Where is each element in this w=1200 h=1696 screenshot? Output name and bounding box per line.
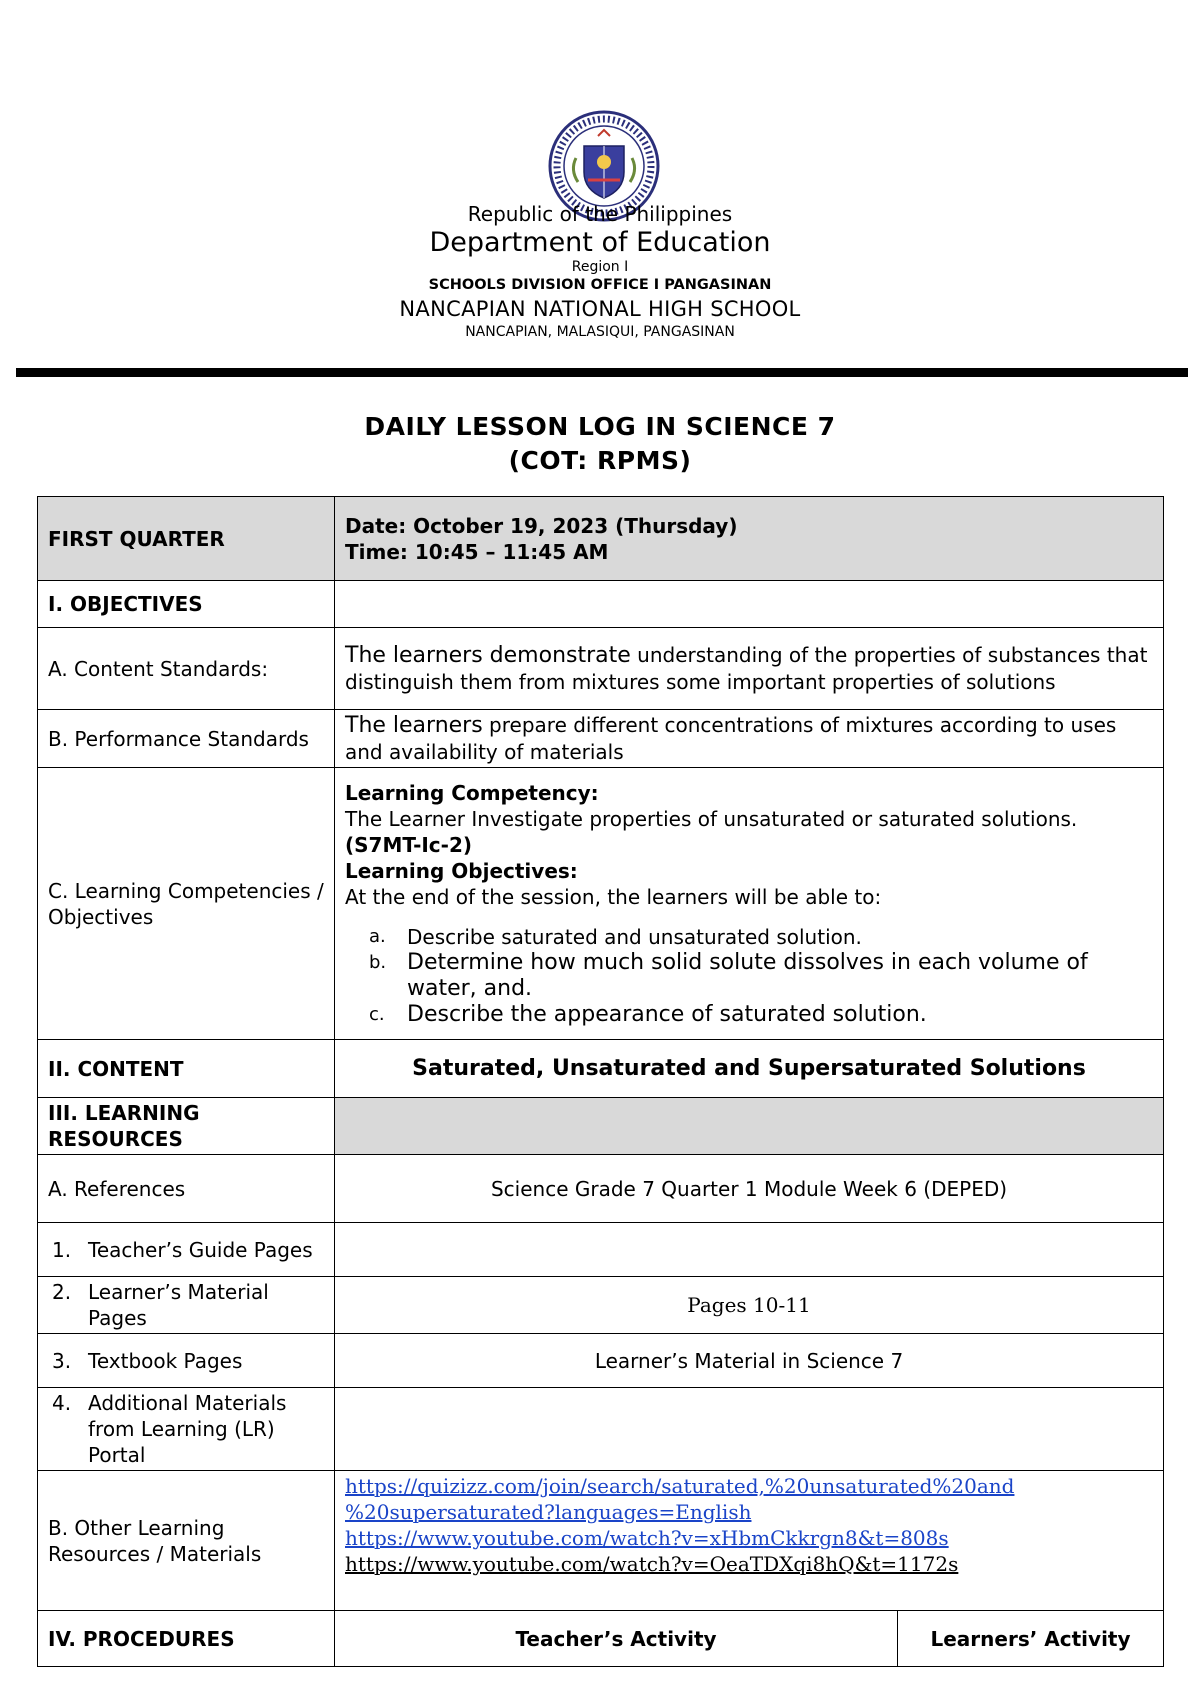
quarter-cell: FIRST QUARTER: [38, 497, 335, 581]
quizizz-link[interactable]: https://quizizz.com/join/search/saturated,%20unsaturated%20and: [345, 1474, 1015, 1498]
content-standards-text: understanding of the properties of substances that distinguish them from mixtures some important properties of solutions: [345, 643, 1148, 694]
procedures-label: IV. PROCEDURES: [38, 1611, 335, 1667]
objectives-list: [345, 924, 1153, 1028]
time-text: Time: 10:45 – 11:45 AM: [345, 539, 609, 564]
competency-code: (S7MT-Ic-2): [345, 832, 473, 857]
objective-marker: a.: [369, 925, 386, 947]
performance-standards-label: B. Performance Standards: [38, 710, 335, 768]
youtube-link-2[interactable]: https://www.youtube.com/watch?v=OeaTDXqi8hQ&t=1172s: [345, 1552, 959, 1576]
content-label: II. CONTENT: [38, 1040, 335, 1098]
item-text: Textbook Pages: [88, 1348, 243, 1373]
objectives-value: [335, 581, 1164, 628]
textbook-pages-value: Learner’s Material in Science 7: [335, 1334, 1164, 1388]
header-department: Department of Education: [429, 227, 771, 258]
lesson-log-table: [37, 496, 1164, 1667]
competencies-label: C. Learning Competencies / Objectives: [38, 768, 335, 1040]
resources-label: III. LEARNING RESOURCES: [38, 1098, 335, 1155]
additional-materials-value: [335, 1388, 1164, 1471]
objective-text: Determine how much solid solute dissolves in each volume of water, and.: [407, 949, 1088, 1001]
item-marker: 3.: [52, 1348, 72, 1373]
document-subtitle: (COT: RPMS): [508, 446, 692, 475]
objectives-heading: Learning Objectives:: [345, 858, 578, 883]
references-label: A. References: [38, 1155, 335, 1223]
learners-material-value: Pages 10-11: [335, 1277, 1164, 1334]
competency-heading: Learning Competency:: [345, 780, 599, 805]
content-standards-lead: The learners demonstrate: [345, 643, 631, 668]
performance-standards-text: prepare different concentrations of mixtures according to uses and availability of materials: [345, 713, 1117, 764]
date-text: Date: October 19, 2023 (Thursday): [345, 513, 738, 538]
objective-text: Describe the appearance of saturated solution.: [407, 1001, 927, 1027]
item-marker: 4.: [52, 1391, 72, 1415]
objectives-label: I. OBJECTIVES: [38, 581, 335, 628]
competency-text: The Learner Investigate properties of unsaturated or saturated solutions.: [345, 806, 1078, 831]
content-standards-label: A. Content Standards:: [38, 628, 335, 710]
teacher-activity-header: Teacher’s Activity: [335, 1611, 898, 1667]
competencies-value: [335, 768, 1164, 1040]
objective-text: Describe saturated and unsaturated solution.: [407, 924, 862, 949]
content-value: Saturated, Unsaturated and Supersaturated Solutions: [335, 1040, 1164, 1098]
objective-item: [345, 1002, 1153, 1028]
objective-marker: b.: [369, 951, 387, 973]
document-title: DAILY LESSON LOG IN SCIENCE 7: [364, 412, 836, 441]
header-region: Region I: [571, 259, 629, 275]
competency-text-block: [345, 806, 1153, 858]
teachers-guide-value: [335, 1223, 1164, 1277]
header-school: NANCAPIAN NATIONAL HIGH SCHOOL: [399, 297, 801, 321]
objective-item: [345, 924, 1153, 950]
header-division: SCHOOLS DIVISION OFFICE I PANGASINAN: [428, 277, 772, 293]
header-address: NANCAPIAN, MALASIQUI, PANGASINAN: [465, 324, 735, 340]
item-marker: 2.: [52, 1280, 72, 1304]
objectives-intro: At the end of the session, the learners will be able to:: [345, 884, 882, 909]
objective-item: [345, 950, 1153, 1002]
item-text: Teacher’s Guide Pages: [88, 1237, 313, 1262]
other-resources-value: [335, 1471, 1164, 1611]
item-text: Learner’s Material Pages: [88, 1280, 269, 1330]
teachers-guide-label: [38, 1223, 335, 1277]
additional-materials-label: [38, 1388, 335, 1471]
date-time-cell: [335, 497, 1164, 581]
item-text: Additional Materials from Learning (LR) Portal: [88, 1391, 287, 1467]
content-standards-value: [335, 628, 1164, 710]
textbook-pages-label: [38, 1334, 335, 1388]
youtube-link-1[interactable]: https://www.youtube.com/watch?v=xHbmCkkrgn8&t=808s: [345, 1526, 949, 1550]
resources-value: [335, 1098, 1164, 1155]
performance-standards-value: [335, 710, 1164, 768]
header-divider: [16, 368, 1188, 377]
learner-activity-header: Learners’ Activity: [898, 1611, 1164, 1667]
header-republic: Republic of the Philippines: [467, 202, 733, 226]
learners-material-label: [38, 1277, 335, 1334]
item-marker: 1.: [52, 1237, 72, 1262]
references-value: Science Grade 7 Quarter 1 Module Week 6 (DEPED): [335, 1155, 1164, 1223]
objective-marker: c.: [369, 1003, 385, 1025]
performance-standards-lead: The learners: [345, 713, 483, 738]
other-resources-label: B. Other Learning Resources / Materials: [38, 1471, 335, 1611]
quizizz-link-continued[interactable]: %20supersaturated?languages=English: [345, 1500, 752, 1524]
